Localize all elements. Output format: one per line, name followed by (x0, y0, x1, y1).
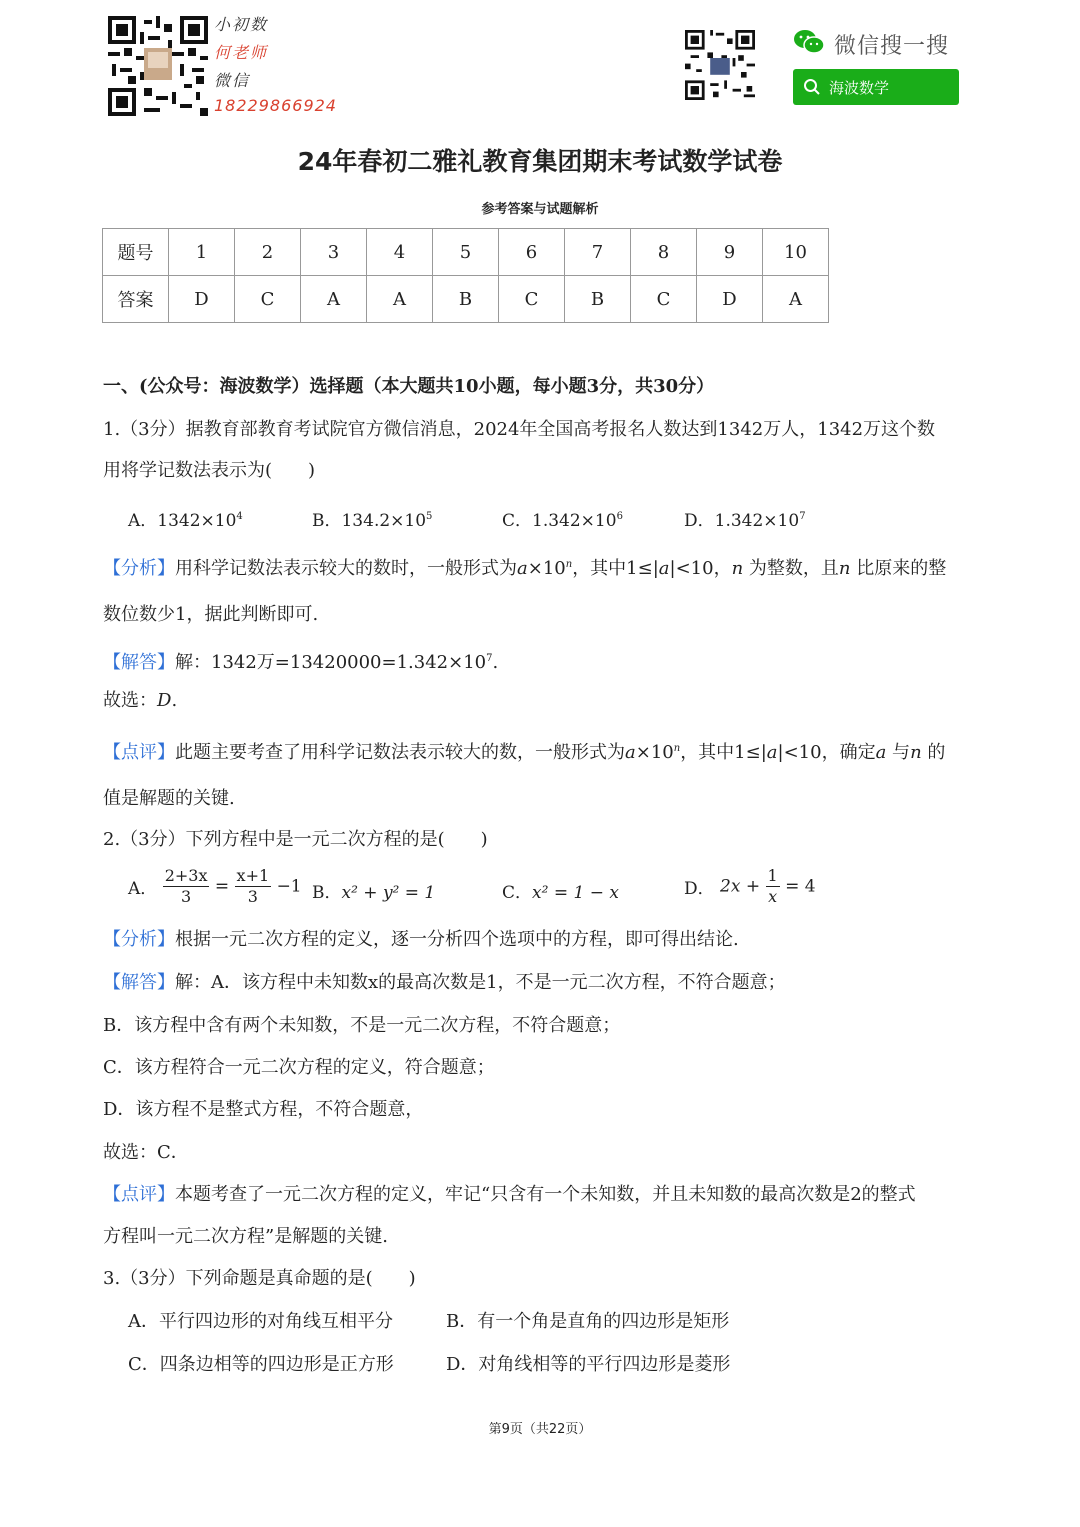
answer-cell: A (367, 276, 433, 323)
analysis-tag: 【分析】 (103, 929, 175, 950)
q2-analysis: 【分析】根据一元二次方程的定义，逐一分析四个选项中的方程，即可得出结论. (103, 929, 739, 950)
question-number-cell: 3 (301, 229, 367, 276)
question-1-stem: 1.（3分）据教育部教育考试院官方微信消息，2024年全国高考报名人数达到1342万人，1342万这个数 (103, 419, 936, 440)
handwritten-line: 小初数 (214, 15, 269, 34)
qr-code-right (685, 30, 755, 100)
q2-review-cont: 方程叫一元二次方程”是解题的关键. (103, 1226, 388, 1247)
q2-solution-b: B．该方程中含有两个未知数，不是一元二次方程，不符合题意； (103, 1015, 621, 1036)
q1-analysis: 【分析】用科学记数法表示较大的数时，一般形式为$a\times 10^n$，其中1≤|a|<10，n 为整数，且n 比原来的整 (103, 558, 947, 579)
answer-cell: D (169, 276, 235, 323)
answer-cell: C (499, 276, 565, 323)
page-title: 24年春初二雅礼教育集团期末考试数学试卷 (297, 147, 783, 176)
question-number-cell: 5 (433, 229, 499, 276)
question-number-cell: 6 (499, 229, 565, 276)
question-number-cell: 7 (565, 229, 631, 276)
search-icon (803, 78, 821, 96)
solution-tag: 【解答】 (103, 972, 175, 993)
q3-option-d: D．对角线相等的平行四边形是菱形 (446, 1354, 731, 1375)
page-footer: 第9页（共22页） (488, 1422, 592, 1437)
q3-option-c: C．四条边相等的四边形是正方形 (128, 1354, 394, 1375)
question-number-cell: 2 (235, 229, 301, 276)
wechat-search-label: 微信搜一搜 (834, 34, 950, 59)
q2-review: 【点评】本题考查了一元二次方程的定义，牢记“只含有一个未知数，并且未知数的最高次数是2的整式 (103, 1184, 916, 1205)
question-number-cell: 8 (631, 229, 697, 276)
question-2-stem: 2.（3分）下列方程中是一元二次方程的是( ) (103, 829, 488, 850)
question-number-cell: 4 (367, 229, 433, 276)
question-number-cell: 1 (169, 229, 235, 276)
page-subtitle: 参考答案与试题解析 (481, 202, 599, 217)
q1-solution: 【解答】解：1342万$=13420000=1.342\times 10^7$. (103, 652, 499, 673)
review-tag: 【点评】 (103, 742, 175, 763)
answer-cell: B (565, 276, 631, 323)
qr-code-left (108, 16, 208, 116)
review-tag: 【点评】 (103, 1184, 175, 1205)
analysis-tag: 【分析】 (103, 558, 175, 579)
q1-option-b: B．$134.2\times 10^5$ (312, 511, 433, 531)
q1-option-a: A．$1342\times 10^4$ (128, 511, 243, 531)
handwritten-line: 何老师 (214, 43, 269, 62)
q2-solution: 【解答】解：A．该方程中未知数x的最高次数是1，不是一元二次方程，不符合题意； (103, 972, 786, 993)
q1-review: 【点评】此题主要考查了用科学记数法表示较大的数，一般形式为$a\times 10^n$，其中1≤|a|<10，确定a 与n 的 (103, 742, 946, 763)
handwritten-contact (214, 12, 337, 120)
q3-option-b: B．有一个角是直角的四边形是矩形 (446, 1311, 730, 1332)
q1-choice: 故选：D. (103, 690, 178, 711)
q1-analysis-cont: 数位数少1，据此判断即可. (103, 604, 319, 625)
wechat-search-button[interactable] (793, 69, 959, 105)
answer-table (102, 228, 829, 323)
table-header-cell: 答案 (103, 276, 169, 323)
answer-cell: A (301, 276, 367, 323)
answer-cell: B (433, 276, 499, 323)
q3-option-a: A．平行四边形的对角线互相平分 (128, 1311, 393, 1332)
q1-option-c: C．$1.342\times 10^6$ (502, 511, 623, 531)
handwritten-line: 微信 (214, 71, 251, 90)
q2-option-a: A． $\frac{2+3x}{3}$ = $\frac{x+1}{3}$ −1 (128, 866, 302, 906)
answer-cell: A (763, 276, 829, 323)
q1-review-cont: 值是解题的关键. (103, 788, 235, 809)
table-row (103, 229, 829, 276)
question-1-stem-cont: 用将学记数法表示为( ) (103, 460, 316, 481)
question-number-cell: 9 (697, 229, 763, 276)
q2-option-b: B．x² + y² = 1 (312, 883, 436, 903)
q2-option-d: D． 2x + $\frac{1}{x}$ = 4 (684, 866, 816, 906)
solution-tag: 【解答】 (103, 652, 175, 673)
section-heading: 一、(公众号：海波数学）选择题（本大题共10小题，每小题3分，共30分） (103, 376, 715, 397)
table-header-cell: 题号 (103, 229, 169, 276)
wechat-logo-icon (793, 28, 825, 56)
q1-option-d: D．$1.342\times 10^7$ (684, 511, 806, 531)
question-number-cell: 10 (763, 229, 829, 276)
handwritten-phone: 18229866924 (214, 96, 337, 115)
q2-option-c: C．x² = 1 − x (502, 883, 619, 903)
header (0, 0, 1080, 130)
q2-solution-d: D．该方程不是整式方程，不符合题意， (103, 1099, 424, 1120)
q2-solution-c: C．该方程符合一元二次方程的定义，符合题意； (103, 1057, 495, 1078)
q2-choice: 故选：C． (103, 1142, 189, 1163)
question-3-stem: 3.（3分）下列命题是真命题的是( ) (103, 1268, 416, 1289)
answer-cell: C (631, 276, 697, 323)
answer-cell: C (235, 276, 301, 323)
answer-cell: D (697, 276, 763, 323)
table-row (103, 276, 829, 323)
search-button-label: 海波数学 (829, 78, 890, 97)
